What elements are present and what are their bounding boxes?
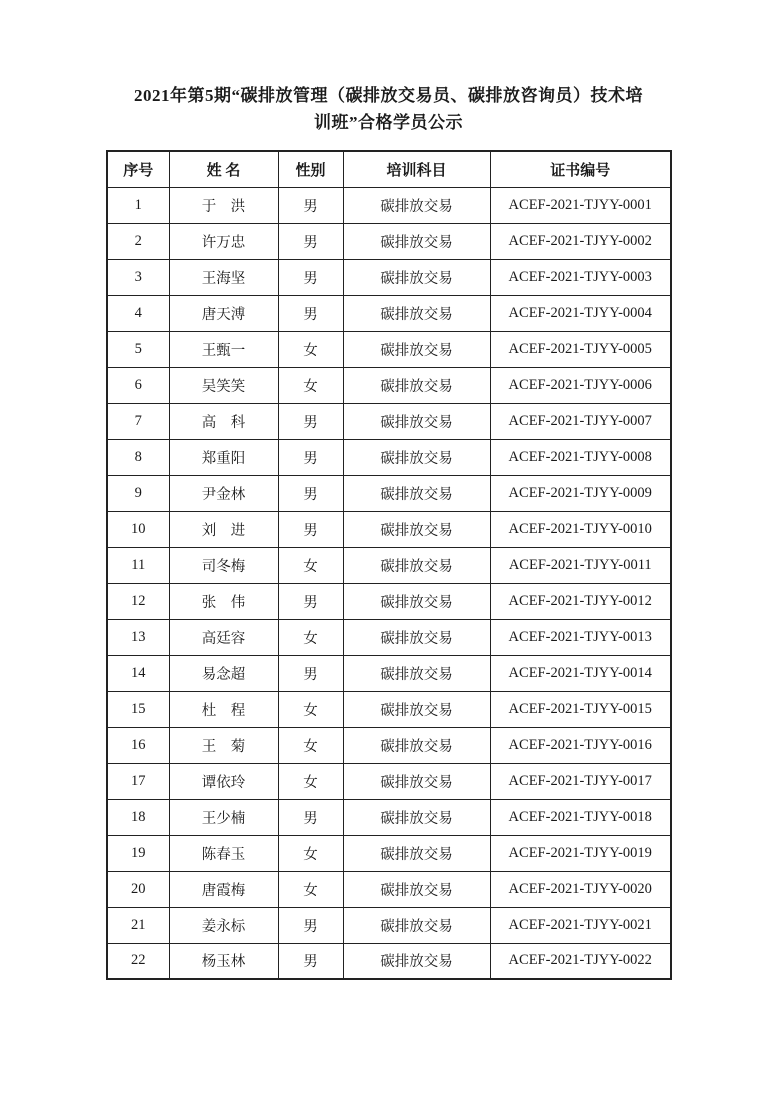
cell-gender: 男	[278, 187, 343, 223]
cell-training-subject: 碳排放交易	[343, 511, 490, 547]
cell-certificate-number: ACEF-2021-TJYY-0017	[490, 763, 671, 799]
cell-training-subject: 碳排放交易	[343, 403, 490, 439]
cell-serial-number: 8	[107, 439, 169, 475]
table-row	[107, 403, 671, 439]
cell-training-subject: 碳排放交易	[343, 655, 490, 691]
cell-certificate-number: ACEF-2021-TJYY-0010	[490, 511, 671, 547]
cell-serial-number: 2	[107, 223, 169, 259]
cell-serial-number: 6	[107, 367, 169, 403]
cell-student-name: 陈春玉	[169, 835, 278, 871]
cell-training-subject: 碳排放交易	[343, 475, 490, 511]
cell-certificate-number: ACEF-2021-TJYY-0006	[490, 367, 671, 403]
cell-student-name: 许万忠	[169, 223, 278, 259]
cell-gender: 女	[278, 547, 343, 583]
cell-certificate-number: ACEF-2021-TJYY-0001	[490, 187, 671, 223]
table-header-row	[107, 151, 671, 187]
cell-training-subject: 碳排放交易	[343, 367, 490, 403]
cell-certificate-number: ACEF-2021-TJYY-0005	[490, 331, 671, 367]
cell-student-name: 王海坚	[169, 259, 278, 295]
cell-certificate-number: ACEF-2021-TJYY-0008	[490, 439, 671, 475]
cell-certificate-number: ACEF-2021-TJYY-0015	[490, 691, 671, 727]
table-row	[107, 367, 671, 403]
cell-student-name: 尹金林	[169, 475, 278, 511]
cell-certificate-number: ACEF-2021-TJYY-0016	[490, 727, 671, 763]
cell-certificate-number: ACEF-2021-TJYY-0014	[490, 655, 671, 691]
cell-training-subject: 碳排放交易	[343, 295, 490, 331]
cell-certificate-number: ACEF-2021-TJYY-0011	[490, 547, 671, 583]
cell-student-name: 谭依玲	[169, 763, 278, 799]
cell-gender: 男	[278, 295, 343, 331]
cell-training-subject: 碳排放交易	[343, 691, 490, 727]
cell-training-subject: 碳排放交易	[343, 583, 490, 619]
table-row	[107, 259, 671, 295]
table-row	[107, 835, 671, 871]
cell-student-name: 杨玉林	[169, 943, 278, 979]
cell-training-subject: 碳排放交易	[343, 187, 490, 223]
cell-gender: 男	[278, 655, 343, 691]
cell-student-name: 唐天溥	[169, 295, 278, 331]
cell-serial-number: 5	[107, 331, 169, 367]
cell-student-name: 司冬梅	[169, 547, 278, 583]
cell-serial-number: 20	[107, 871, 169, 907]
cell-certificate-number: ACEF-2021-TJYY-0019	[490, 835, 671, 871]
cell-gender: 女	[278, 331, 343, 367]
cell-certificate-number: ACEF-2021-TJYY-0002	[490, 223, 671, 259]
cell-student-name: 于 洪	[169, 187, 278, 223]
cell-training-subject: 碳排放交易	[343, 763, 490, 799]
cell-gender: 女	[278, 835, 343, 871]
cell-student-name: 姜永标	[169, 907, 278, 943]
cell-student-name: 杜 程	[169, 691, 278, 727]
cell-serial-number: 4	[107, 295, 169, 331]
cell-serial-number: 14	[107, 655, 169, 691]
table-row	[107, 295, 671, 331]
cell-serial-number: 11	[107, 547, 169, 583]
cell-gender: 男	[278, 403, 343, 439]
cell-serial-number: 15	[107, 691, 169, 727]
column-header-subject: 培训科目	[343, 151, 490, 187]
cell-training-subject: 碳排放交易	[343, 331, 490, 367]
cell-serial-number: 12	[107, 583, 169, 619]
students-table	[106, 150, 672, 980]
document-title-line-1: 2021年第5期“碳排放管理（碳排放交易员、碳排放咨询员）技术培	[134, 86, 643, 105]
cell-student-name: 刘 进	[169, 511, 278, 547]
cell-serial-number: 21	[107, 907, 169, 943]
cell-training-subject: 碳排放交易	[343, 619, 490, 655]
cell-certificate-number: ACEF-2021-TJYY-0018	[490, 799, 671, 835]
cell-training-subject: 碳排放交易	[343, 223, 490, 259]
cell-gender: 男	[278, 907, 343, 943]
cell-certificate-number: ACEF-2021-TJYY-0003	[490, 259, 671, 295]
cell-student-name: 王少楠	[169, 799, 278, 835]
column-header-no: 序号	[107, 151, 169, 187]
cell-training-subject: 碳排放交易	[343, 799, 490, 835]
cell-serial-number: 10	[107, 511, 169, 547]
table-row	[107, 619, 671, 655]
cell-training-subject: 碳排放交易	[343, 439, 490, 475]
cell-training-subject: 碳排放交易	[343, 835, 490, 871]
column-header-name: 姓 名	[169, 151, 278, 187]
cell-gender: 女	[278, 619, 343, 655]
cell-certificate-number: ACEF-2021-TJYY-0020	[490, 871, 671, 907]
cell-certificate-number: ACEF-2021-TJYY-0007	[490, 403, 671, 439]
table-row	[107, 439, 671, 475]
cell-gender: 男	[278, 943, 343, 979]
cell-student-name: 唐霞梅	[169, 871, 278, 907]
table-row	[107, 799, 671, 835]
cell-gender: 男	[278, 259, 343, 295]
cell-gender: 男	[278, 511, 343, 547]
cell-training-subject: 碳排放交易	[343, 871, 490, 907]
cell-serial-number: 3	[107, 259, 169, 295]
cell-training-subject: 碳排放交易	[343, 943, 490, 979]
cell-training-subject: 碳排放交易	[343, 259, 490, 295]
cell-gender: 男	[278, 475, 343, 511]
cell-certificate-number: ACEF-2021-TJYY-0009	[490, 475, 671, 511]
document-title-line-2: 训班”合格学员公示	[314, 113, 463, 132]
table-row	[107, 763, 671, 799]
table-row	[107, 223, 671, 259]
cell-gender: 男	[278, 583, 343, 619]
table-row	[107, 907, 671, 943]
cell-gender: 男	[278, 799, 343, 835]
column-header-cert: 证书编号	[490, 151, 671, 187]
cell-training-subject: 碳排放交易	[343, 907, 490, 943]
cell-student-name: 郑重阳	[169, 439, 278, 475]
table-row	[107, 187, 671, 223]
cell-gender: 男	[278, 223, 343, 259]
cell-student-name: 高廷容	[169, 619, 278, 655]
cell-student-name: 高 科	[169, 403, 278, 439]
cell-certificate-number: ACEF-2021-TJYY-0012	[490, 583, 671, 619]
cell-serial-number: 7	[107, 403, 169, 439]
table-row	[107, 547, 671, 583]
table-row	[107, 727, 671, 763]
table-row	[107, 871, 671, 907]
cell-certificate-number: ACEF-2021-TJYY-0013	[490, 619, 671, 655]
cell-training-subject: 碳排放交易	[343, 727, 490, 763]
table-row	[107, 511, 671, 547]
cell-serial-number: 16	[107, 727, 169, 763]
cell-gender: 女	[278, 727, 343, 763]
table-row	[107, 475, 671, 511]
cell-gender: 女	[278, 691, 343, 727]
document-title	[89, 82, 689, 136]
cell-serial-number: 22	[107, 943, 169, 979]
cell-certificate-number: ACEF-2021-TJYY-0021	[490, 907, 671, 943]
table-row	[107, 583, 671, 619]
table-row	[107, 655, 671, 691]
cell-student-name: 易念超	[169, 655, 278, 691]
cell-serial-number: 13	[107, 619, 169, 655]
cell-certificate-number: ACEF-2021-TJYY-0004	[490, 295, 671, 331]
cell-serial-number: 9	[107, 475, 169, 511]
column-header-gender: 性别	[278, 151, 343, 187]
cell-serial-number: 1	[107, 187, 169, 223]
cell-student-name: 王甄一	[169, 331, 278, 367]
cell-training-subject: 碳排放交易	[343, 547, 490, 583]
cell-certificate-number: ACEF-2021-TJYY-0022	[490, 943, 671, 979]
cell-gender: 女	[278, 367, 343, 403]
cell-student-name: 王 菊	[169, 727, 278, 763]
cell-gender: 女	[278, 871, 343, 907]
cell-gender: 女	[278, 763, 343, 799]
cell-serial-number: 17	[107, 763, 169, 799]
cell-student-name: 吴笑笑	[169, 367, 278, 403]
table-row	[107, 331, 671, 367]
table-row	[107, 691, 671, 727]
cell-student-name: 张 伟	[169, 583, 278, 619]
cell-gender: 男	[278, 439, 343, 475]
cell-serial-number: 19	[107, 835, 169, 871]
cell-serial-number: 18	[107, 799, 169, 835]
table-row	[107, 943, 671, 979]
